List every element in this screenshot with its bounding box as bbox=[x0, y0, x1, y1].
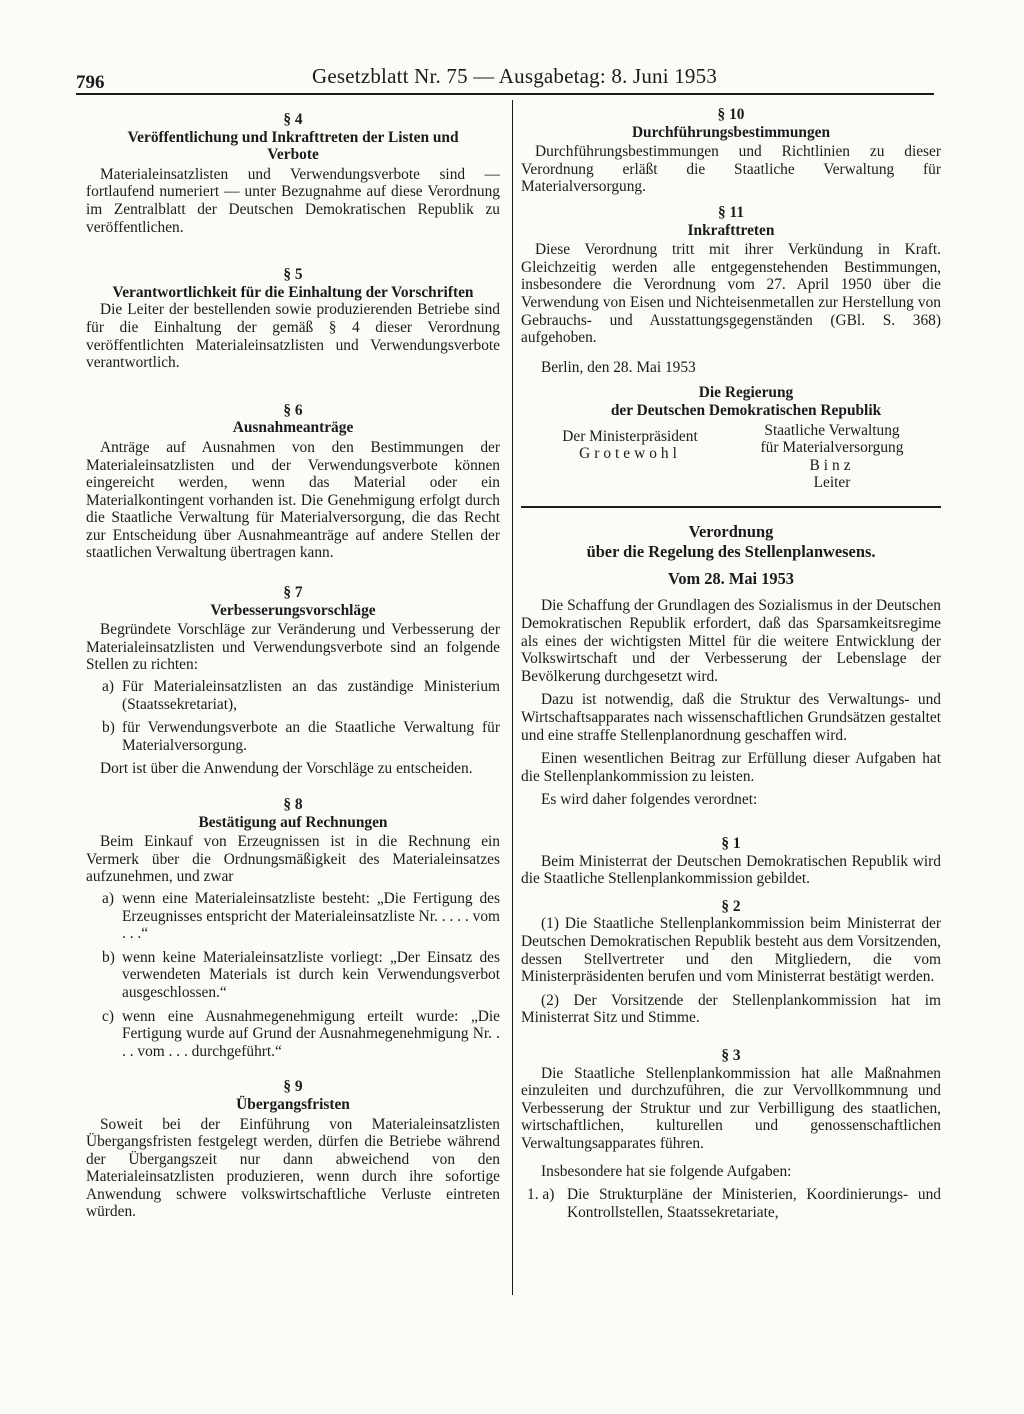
section-title: Inkrafttreten bbox=[687, 221, 775, 239]
section-4 bbox=[86, 111, 500, 236]
section-title: Übergangsfristen bbox=[236, 1095, 350, 1113]
signatory-name: Binz bbox=[809, 456, 855, 474]
list-text: wenn keine Materialeinsatzliste vorliegt: „Der Einsatz des verwendeten Materials ist durch kein Verwendungsverbot ausgeschlossen.“ bbox=[122, 948, 500, 1001]
list-marker: b) bbox=[102, 948, 115, 966]
section-title: Verantwortlichkeit für die Einhaltung der Vorschriften bbox=[112, 283, 474, 301]
list-marker: c) bbox=[102, 1007, 114, 1025]
preamble-paragraph: Die Schaffung der Grundlagen des Sozialismus in der Deutschen Demokratischen Republik erfordert, daß das Sparsamkeitsregime als eines der wichtigsten Mittel für die weitere Entwicklung der Volkswirtschaft und der Verbesserung der Lebenslage der Bevölkerung durchgesetzt wird. bbox=[521, 597, 941, 685]
list-item bbox=[86, 678, 500, 713]
list-item bbox=[86, 949, 500, 1002]
ordinance-title: Verordnung bbox=[688, 521, 774, 541]
section-title: Veröffentlichung und Inkrafttreten der Listen und Verbote bbox=[127, 128, 459, 164]
ordinance-section-3 bbox=[521, 1047, 941, 1221]
signatory-title: Leiter bbox=[813, 474, 851, 492]
section-number: § 6 bbox=[283, 401, 303, 419]
list-text: wenn eine Materialeinsatzliste besteht: „Die Fertigung des Erzeugnisses entspricht der Materialeinsatzliste Nr. . . . . vom . . .“ bbox=[122, 889, 500, 943]
page-header bbox=[76, 64, 932, 93]
section-number: § 5 bbox=[283, 266, 303, 284]
task-item bbox=[521, 1186, 941, 1221]
section-text: Diese Verordnung tritt mit ihrer Verkündung in Kraft. Gleichzeitig werden alle entgegenstehenden Bestimmungen, insbesondere die Verordnung vom 27. April 1950 über die Verwendung von Eisen und Nichteisenmetallen zur Herstellung von Gebrauchs- und Ausstattungsgegenständen (GBl. S. 368) aufgehoben. bbox=[521, 241, 941, 347]
right-column bbox=[521, 106, 941, 1239]
section-title: Durchführungsbestimmungen bbox=[631, 123, 831, 141]
gazette-title: Gesetzblatt Nr. 75 — Ausgabetag: 8. Juni 1953 bbox=[312, 64, 718, 88]
signatory-role: Staatliche Verwaltung bbox=[764, 421, 900, 439]
section-8 bbox=[86, 796, 500, 1060]
list-item bbox=[86, 890, 500, 943]
section-11 bbox=[521, 204, 941, 347]
section-paragraph: (2) Der Vorsitzende der Stellenplankommission hat im Ministerrat Sitz und Stimme. bbox=[521, 991, 941, 1027]
section-number: § 10 bbox=[717, 106, 745, 123]
left-column bbox=[86, 111, 500, 1239]
preamble-paragraph: Einen wesentlichen Beitrag zur Erfüllung dieser Aufgaben hat die Stellenplankommission zu leisten. bbox=[521, 750, 941, 785]
signatory-role: für Materialversorgung bbox=[760, 439, 904, 457]
list-text: für Verwendungsverbote an die Staatliche Verwaltung für Materialversorgung. bbox=[122, 719, 500, 754]
ordinance-subtitle: über die Regelung des Stellenplanwesens. bbox=[586, 541, 876, 561]
section-title: Bestätigung auf Rechnungen bbox=[198, 813, 388, 831]
list-marker: a) bbox=[102, 889, 114, 907]
place-date: Berlin, den 28. Mai 1953 bbox=[541, 358, 696, 376]
government-line: der Deutschen Demokratischen Republik bbox=[610, 401, 882, 419]
section-text: Anträge auf Ausnahmen von den Bestimmungen der Materialeinsatzlisten und der Verwendungsverbote können eingereicht werden, wenn das Material oder ein Materialkontingent vorhanden ist. Die Genehmigung erfolgt durch die Staatliche Verwaltung für Materialversorgung, die das Recht zur Entscheidung über Ausnahmeanträge auf andere Stellen der staatlichen Verwaltung übertragen kann. bbox=[86, 438, 500, 562]
signatories bbox=[521, 422, 941, 492]
government-line: Die Regierung bbox=[698, 384, 794, 402]
section-text: Materialeinsatzlisten und Verwendungsverbote sind — fortlaufend numeriert — unter Bezugnahme auf diese Verordnung im Zentralblatt der Deutschen Demokratischen Republik zu veröffentlichen. bbox=[86, 165, 500, 236]
ordinance-section-1 bbox=[521, 835, 941, 888]
section-text: Die Leiter der bestellenden sowie produzierenden Betriebe sind für die Einhaltung der gemäß § 4 dieser Verordnung veröffentlichten Materialeinsatzlisten und Verwendungsverbote verantwortlich. bbox=[86, 301, 500, 372]
signatory-name: Grotewohl bbox=[579, 445, 681, 463]
tasks-intro: Insbesondere hat sie folgende Aufgaben: bbox=[541, 1162, 792, 1180]
section-outro: Dort ist über die Anwendung der Vorschläge zu entscheiden. bbox=[100, 760, 473, 778]
preamble-paragraph: Dazu ist notwendig, daß die Struktur des Verwaltungs- und Wirtschaftsapparates nach wissenschaftlichen Grundsätzen gestaltet und eine straffe Stellenplanordnung geschaffen wird. bbox=[521, 691, 941, 744]
signature-block bbox=[521, 384, 941, 492]
section-number: § 7 bbox=[283, 584, 303, 602]
column-divider bbox=[512, 100, 513, 1295]
section-title: Ausnahmeanträge bbox=[232, 419, 354, 437]
section-number: § 2 bbox=[721, 897, 741, 915]
task-marker: 1. a) bbox=[527, 1186, 555, 1204]
section-text: Durchführungsbestimmungen und Richtlinien zu dieser Verordnung erläßt die Staatliche Verwaltung für Materialversorgung. bbox=[521, 143, 941, 196]
section-number: § 3 bbox=[721, 1046, 741, 1064]
ordinance-section-2 bbox=[521, 898, 941, 1027]
section-text: Soweit bei der Einführung von Materialeinsatzlisten Übergangsfristen festgelegt werden, dürfen die Betriebe während der Übergangszeit nur dann abweichend von den Materialeinsatzlisten produzieren, wenn durch ihre sofortige Anwendung schwere volkswirtschaftliche Verluste eintreten würden. bbox=[86, 1115, 500, 1221]
ordinance-date: Vom 28. Mai 1953 bbox=[668, 568, 794, 588]
section-9 bbox=[86, 1078, 500, 1221]
task-text: Die Strukturpläne der Ministerien, Koordinierungs- und Kontrollstellen, Staatssekretariate, bbox=[567, 1186, 941, 1221]
section-10 bbox=[521, 106, 941, 196]
section-number: § 9 bbox=[283, 1078, 303, 1096]
header-rule bbox=[76, 93, 934, 95]
section-paragraph: (1) Die Staatliche Stellenplankommission beim Ministerrat der Deutschen Demokratischen Republik besteht aus dem Vorsitzenden, dessen Stellvertreter und den Mitgliedern, die vom Ministerpräsidenten berufen und vom Ministerrat bestätigt werden. bbox=[521, 915, 941, 986]
section-list bbox=[86, 890, 500, 1060]
list-marker: b) bbox=[102, 719, 115, 737]
list-text: wenn eine Ausnahmegenehmigung erteilt wurde: „Die Fertigung wurde auf Grund der Ausnahmegenehmigung Nr. . . . vom . . . durchgeführt.“ bbox=[122, 1007, 500, 1060]
section-number: § 8 bbox=[283, 796, 303, 813]
section-5 bbox=[86, 266, 500, 372]
section-intro: Begründete Vorschläge zur Veränderung und Verbesserung der Materialeinsatzlisten und Verwendungsverbote sind an folgende Stellen zu richten: bbox=[86, 621, 500, 674]
signatory-material-administration bbox=[737, 422, 927, 492]
list-text: Für Materialeinsatzlisten an das zuständige Ministerium (Staatssekretariat), bbox=[122, 678, 500, 713]
list-item bbox=[86, 719, 500, 754]
signatory-role: Der Ministerpräsident bbox=[562, 427, 698, 445]
section-rule bbox=[521, 506, 941, 508]
list-item bbox=[86, 1008, 500, 1061]
section-6 bbox=[86, 402, 500, 562]
signatory-prime-minister bbox=[535, 422, 725, 492]
section-intro: Beim Einkauf von Erzeugnissen ist in die Rechnung ein Vermerk über die Ordnungsmäßigkeit des Materialeinsatzes aufzunehmen, und zwar bbox=[86, 833, 500, 886]
decree-line: Es wird daher folgendes verordnet: bbox=[541, 791, 758, 809]
section-text: Beim Ministerrat der Deutschen Demokratischen Republik wird die Staatliche Stellenplankommission gebildet. bbox=[521, 852, 941, 888]
section-list bbox=[86, 678, 500, 754]
section-number: § 1 bbox=[721, 835, 741, 852]
section-title: Verbesserungsvorschläge bbox=[210, 601, 376, 619]
ordinance bbox=[521, 522, 941, 1221]
section-text: Die Staatliche Stellenplankommission hat alle Maßnahmen einzuleiten und durchzuführen, die zur Vervollkommnung und Verbesserung der Struktur und zur Verbilligung des staatlichen, wirtschaftlichen, kulturellen und genossenschaftlichen Verwaltungsapparates führen. bbox=[521, 1064, 941, 1152]
section-number: § 11 bbox=[717, 203, 745, 221]
page-number: 796 bbox=[76, 72, 105, 93]
list-marker: a) bbox=[102, 678, 114, 696]
section-number: § 4 bbox=[283, 111, 303, 128]
section-7 bbox=[86, 584, 500, 778]
